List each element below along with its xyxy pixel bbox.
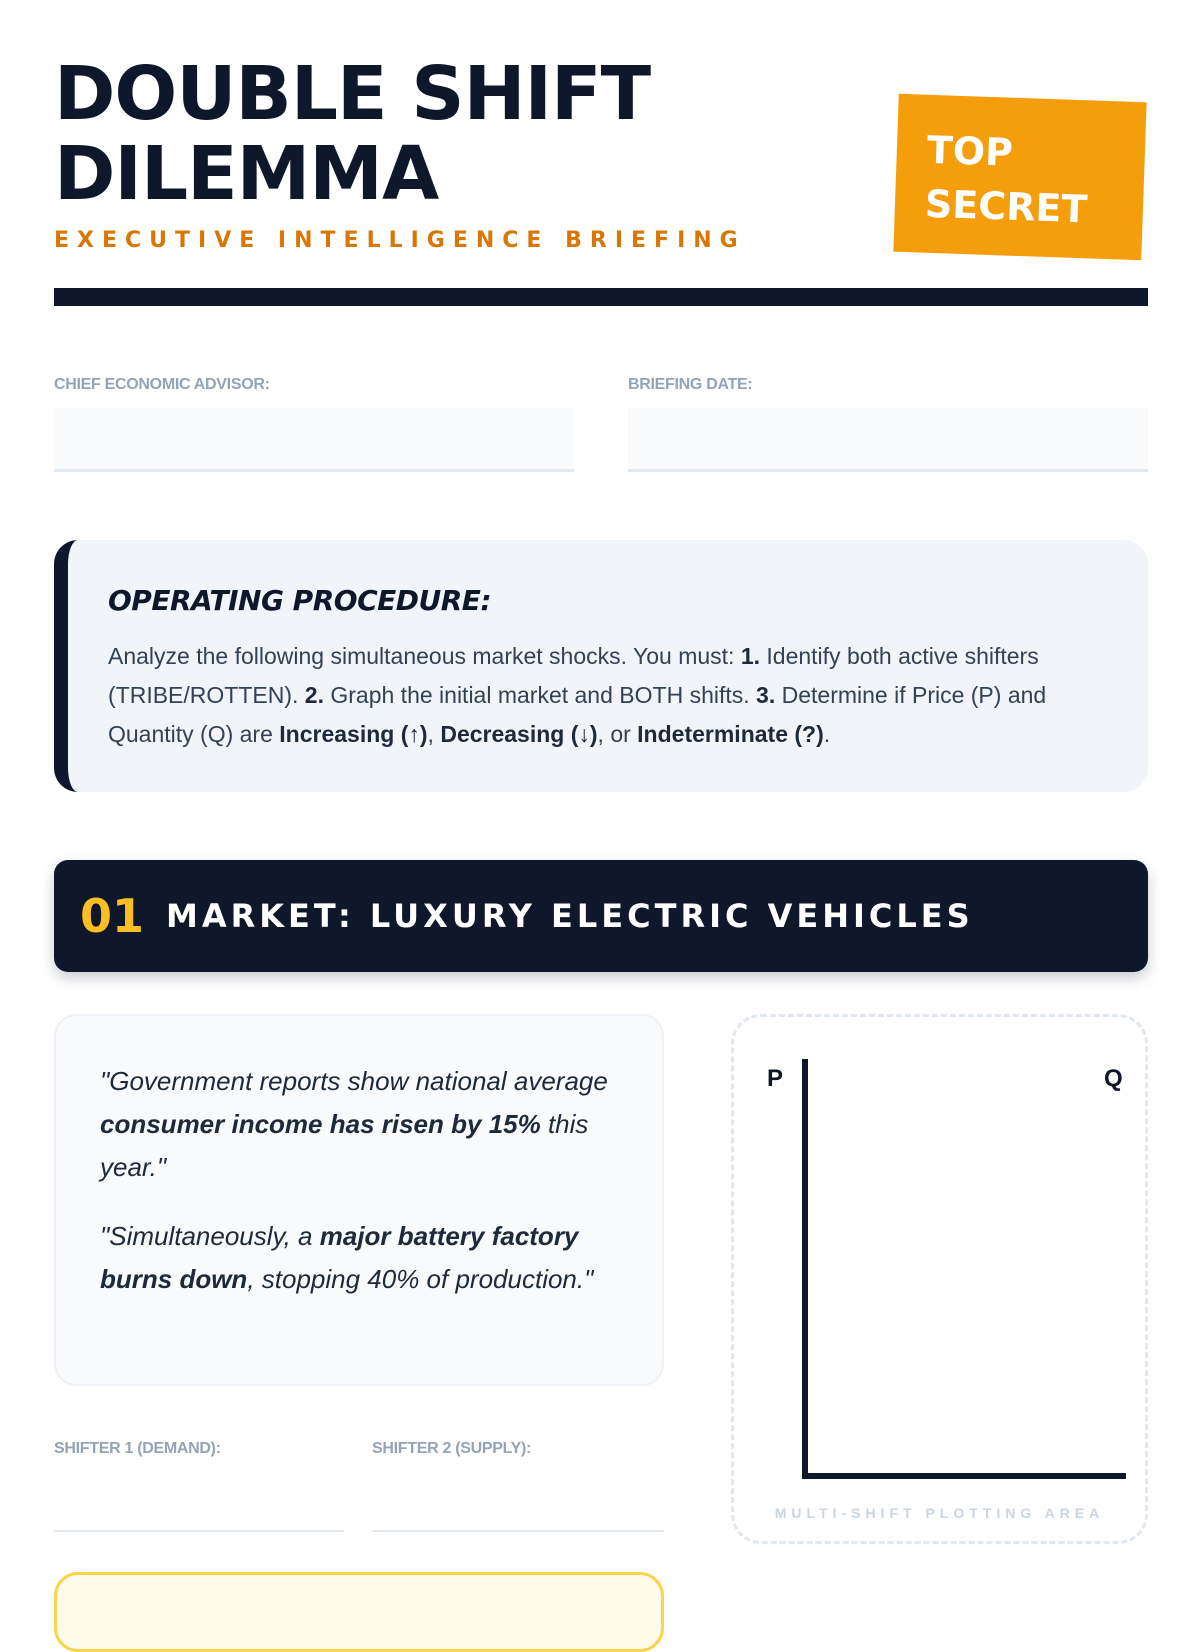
page-subtitle: EXECUTIVE INTELLIGENCE BRIEFING bbox=[54, 228, 746, 253]
income-quote-end: this year." bbox=[100, 1109, 589, 1182]
answer-box bbox=[54, 1572, 664, 1652]
stamp-line-1: TOP bbox=[926, 127, 1014, 175]
decreasing-term: Decreasing (↓) bbox=[440, 721, 598, 747]
income-quote-start: "Government reports show national average bbox=[100, 1066, 608, 1096]
increasing-term: Increasing (↑) bbox=[279, 721, 428, 747]
procedure-period: . bbox=[823, 721, 831, 747]
shifter-1-field[interactable] bbox=[54, 1530, 344, 1532]
section-title: MARKET: LUXURY ELECTRIC VEHICLES bbox=[166, 897, 974, 935]
factory-quote-emphasis: major battery factory burns down bbox=[100, 1221, 579, 1294]
header-divider bbox=[54, 288, 1148, 306]
shifter-2-field[interactable] bbox=[372, 1530, 664, 1532]
title-line-1: DOUBLE SHIFT bbox=[54, 51, 651, 137]
comma-separator: , bbox=[427, 721, 441, 747]
step-2-number: 2. bbox=[304, 682, 324, 708]
plotting-area[interactable] bbox=[731, 1014, 1148, 1544]
factory-quote-start: "Simultaneously, a bbox=[100, 1221, 320, 1251]
procedure-intro: Analyze the following simultaneous market shocks. You must: bbox=[108, 643, 741, 669]
market-section-header bbox=[54, 860, 1148, 972]
stamp-line-2: SECRET bbox=[924, 181, 1089, 232]
briefing-date-label: BRIEFING DATE: bbox=[628, 376, 753, 393]
graph-axes bbox=[734, 1017, 1151, 1547]
procedure-text bbox=[108, 637, 1108, 754]
indeterminate-term: Indeterminate (?) bbox=[637, 721, 824, 747]
or-separator: , or bbox=[597, 721, 638, 747]
advisor-field[interactable] bbox=[54, 408, 574, 472]
factory-quote-end: , stopping 40% of production." bbox=[247, 1264, 594, 1294]
factory-quote bbox=[100, 1215, 622, 1301]
step-3-text: Determine if Price (P) and Quantity (Q) are bbox=[108, 682, 1047, 747]
price-axis-label: P bbox=[767, 1065, 784, 1092]
shifter-1-label: SHIFTER 1 (DEMAND): bbox=[54, 1440, 221, 1457]
step-3-number: 3. bbox=[756, 682, 776, 708]
page-title bbox=[54, 51, 774, 217]
step-1-number: 1. bbox=[740, 643, 761, 669]
income-quote bbox=[100, 1060, 622, 1189]
title-line-2: DILEMMA bbox=[54, 131, 439, 217]
shifter-2-label: SHIFTER 2 (SUPPLY): bbox=[372, 1440, 532, 1457]
procedure-heading: OPERATING PROCEDURE: bbox=[108, 584, 492, 617]
operating-procedure-box bbox=[54, 540, 1148, 792]
section-number: 01 bbox=[80, 889, 145, 943]
step-2-text: Graph the initial market and BOTH shifts. bbox=[323, 682, 757, 708]
scenario-quote-box bbox=[54, 1014, 664, 1386]
briefing-date-field[interactable] bbox=[628, 408, 1148, 472]
plotting-area-caption: MULTI-SHIFT PLOTTING AREA bbox=[774, 1505, 1105, 1521]
briefing-page bbox=[54, 0, 1148, 1600]
quantity-axis-label: Q bbox=[1104, 1065, 1123, 1092]
top-secret-stamp bbox=[893, 94, 1146, 261]
advisor-label: CHIEF ECONOMIC ADVISOR: bbox=[54, 376, 270, 393]
step-1-text: Identify both active shifters (TRIBE/ROTTEN). bbox=[108, 643, 1039, 708]
income-quote-emphasis: consumer income has risen by 15% bbox=[100, 1109, 541, 1139]
